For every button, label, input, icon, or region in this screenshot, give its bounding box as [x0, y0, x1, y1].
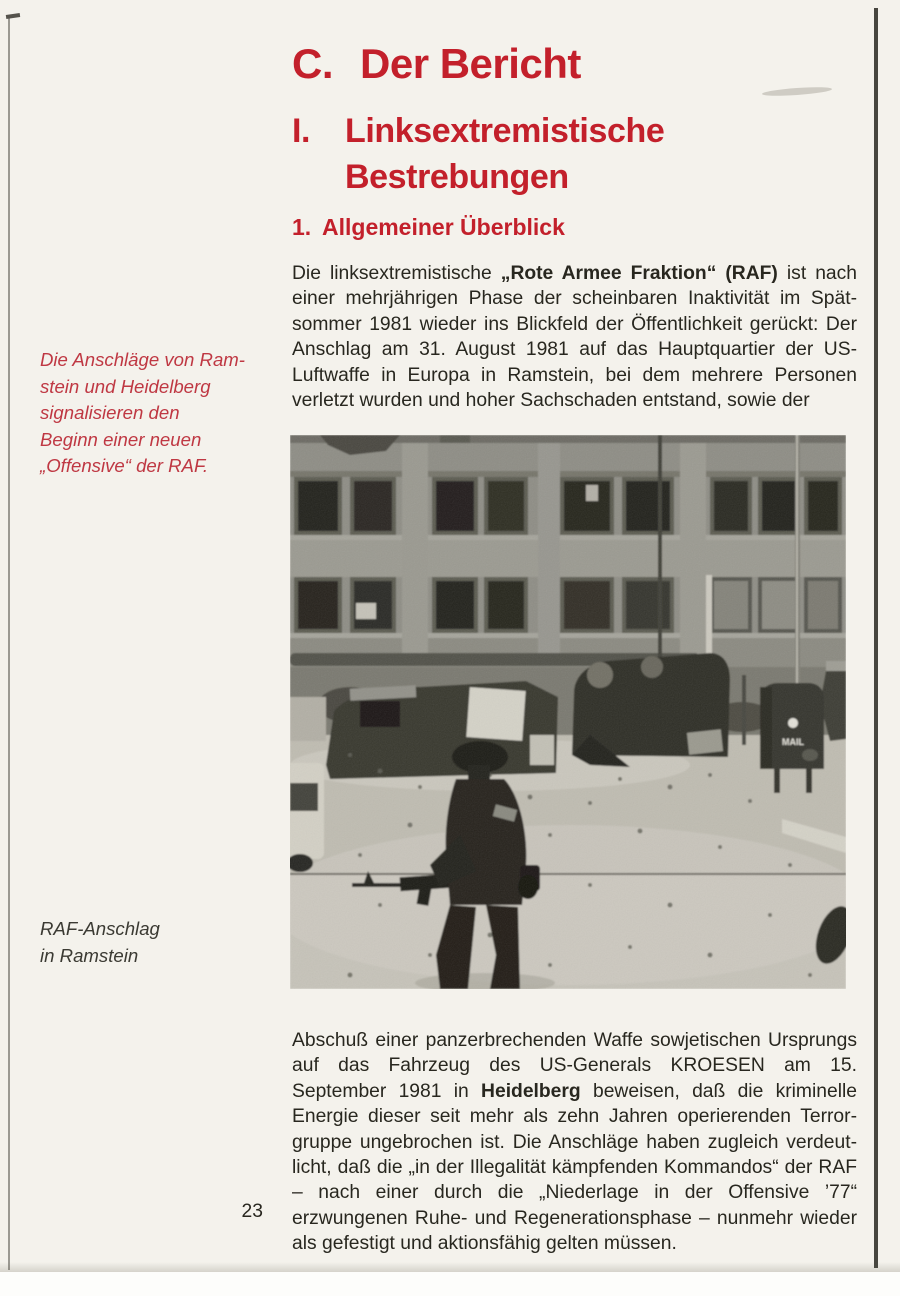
margin-note-line: in Ramstein — [40, 944, 139, 966]
chapter-title: Der Bericht — [360, 40, 581, 87]
section-title-line1: Linksextremistische — [345, 112, 665, 150]
margin-note-line: RAF-Anschlag — [40, 918, 160, 939]
paragraph-1-rest: ist nach einer mehrjährigen Phase der scheinbaren Inaktivität im Spätsommer 1981 wieder ins Blickfeld der Öffentlichkeit gerückt: Der Anschlag am 31. August 1981 auf das Hauptquartier der US-Luftwaffe in Europa in Ramstein, bei dem mehrere Personen verletzt wurden und hoher Sachschaden entstand, sowie der — [292, 263, 858, 412]
section-heading — [292, 108, 664, 200]
body-paragraph-2 — [292, 1028, 857, 1257]
page-number: 23 — [241, 1201, 263, 1222]
page-bottom-edge-shadow — [0, 1262, 900, 1272]
margin-note-line: Beginn einer neuen — [40, 428, 202, 450]
ramstein-attack-photo — [290, 435, 846, 989]
mailbox-mail-label: MAIL — [782, 737, 804, 747]
chapter-letter: C. — [292, 40, 333, 87]
margin-note-line: Die Anschläge von Ram- — [40, 349, 245, 370]
photo-grain — [290, 435, 846, 989]
paragraph-2-rest: beweisen, daß die kriminelle Energie dieser seit mehr als zehn Jahren operierenden Terrorgruppe ungebrochen ist. Die Anschläge haben zugleich verdeutlicht, daß die „in der Illegalität kämpfenden Kommandos“ der RAF – nach einer durch die „Niederlage in der Offensive ’77“ erzwungenen Ruhe- und Regenerationsphase – nunmehr wieder als gefestigt und aktionsfähig gelten müssen. — [292, 1080, 857, 1255]
pencil-smudge — [762, 86, 832, 98]
subsection-title: Allgemeiner Überblick — [322, 214, 565, 240]
subsection-number: 1. — [292, 214, 312, 240]
page-left-edge-line — [8, 16, 10, 1270]
margin-note-line: „Offensive“ der RAF. — [40, 455, 209, 476]
scan-bottom-margin — [0, 1272, 900, 1296]
page-right-edge-line — [874, 8, 878, 1268]
ramstein-photo-graphic — [290, 435, 846, 989]
section-title-line2: Bestrebungen — [345, 158, 569, 196]
section-title — [345, 108, 664, 200]
body-paragraph-1 — [292, 261, 857, 413]
section-numeral: I. — [292, 112, 311, 150]
margin-note-line: stein und Heidelberg — [40, 375, 211, 397]
paragraph-2-bold: Heidelberg — [481, 1080, 581, 1102]
margin-note-attacks — [40, 347, 272, 480]
margin-note-line: signalisieren den — [40, 402, 180, 423]
paragraph-2-text: Abschuß einer panzerbrechenden Waffe sowjetischen Ursprungs auf das Fahrzeug des US-Generals KROESEN am 15. September 1981 in — [292, 1030, 857, 1102]
paragraph-1-bold: „Rote Armee Fraktion“ (RAF) — [500, 263, 778, 284]
chapter-heading — [292, 40, 581, 88]
subsection-heading — [292, 214, 565, 241]
paragraph-1-text: Die linksextremistische — [292, 263, 501, 284]
margin-note-photo-caption — [40, 916, 272, 969]
scan-corner-mark — [6, 13, 20, 19]
